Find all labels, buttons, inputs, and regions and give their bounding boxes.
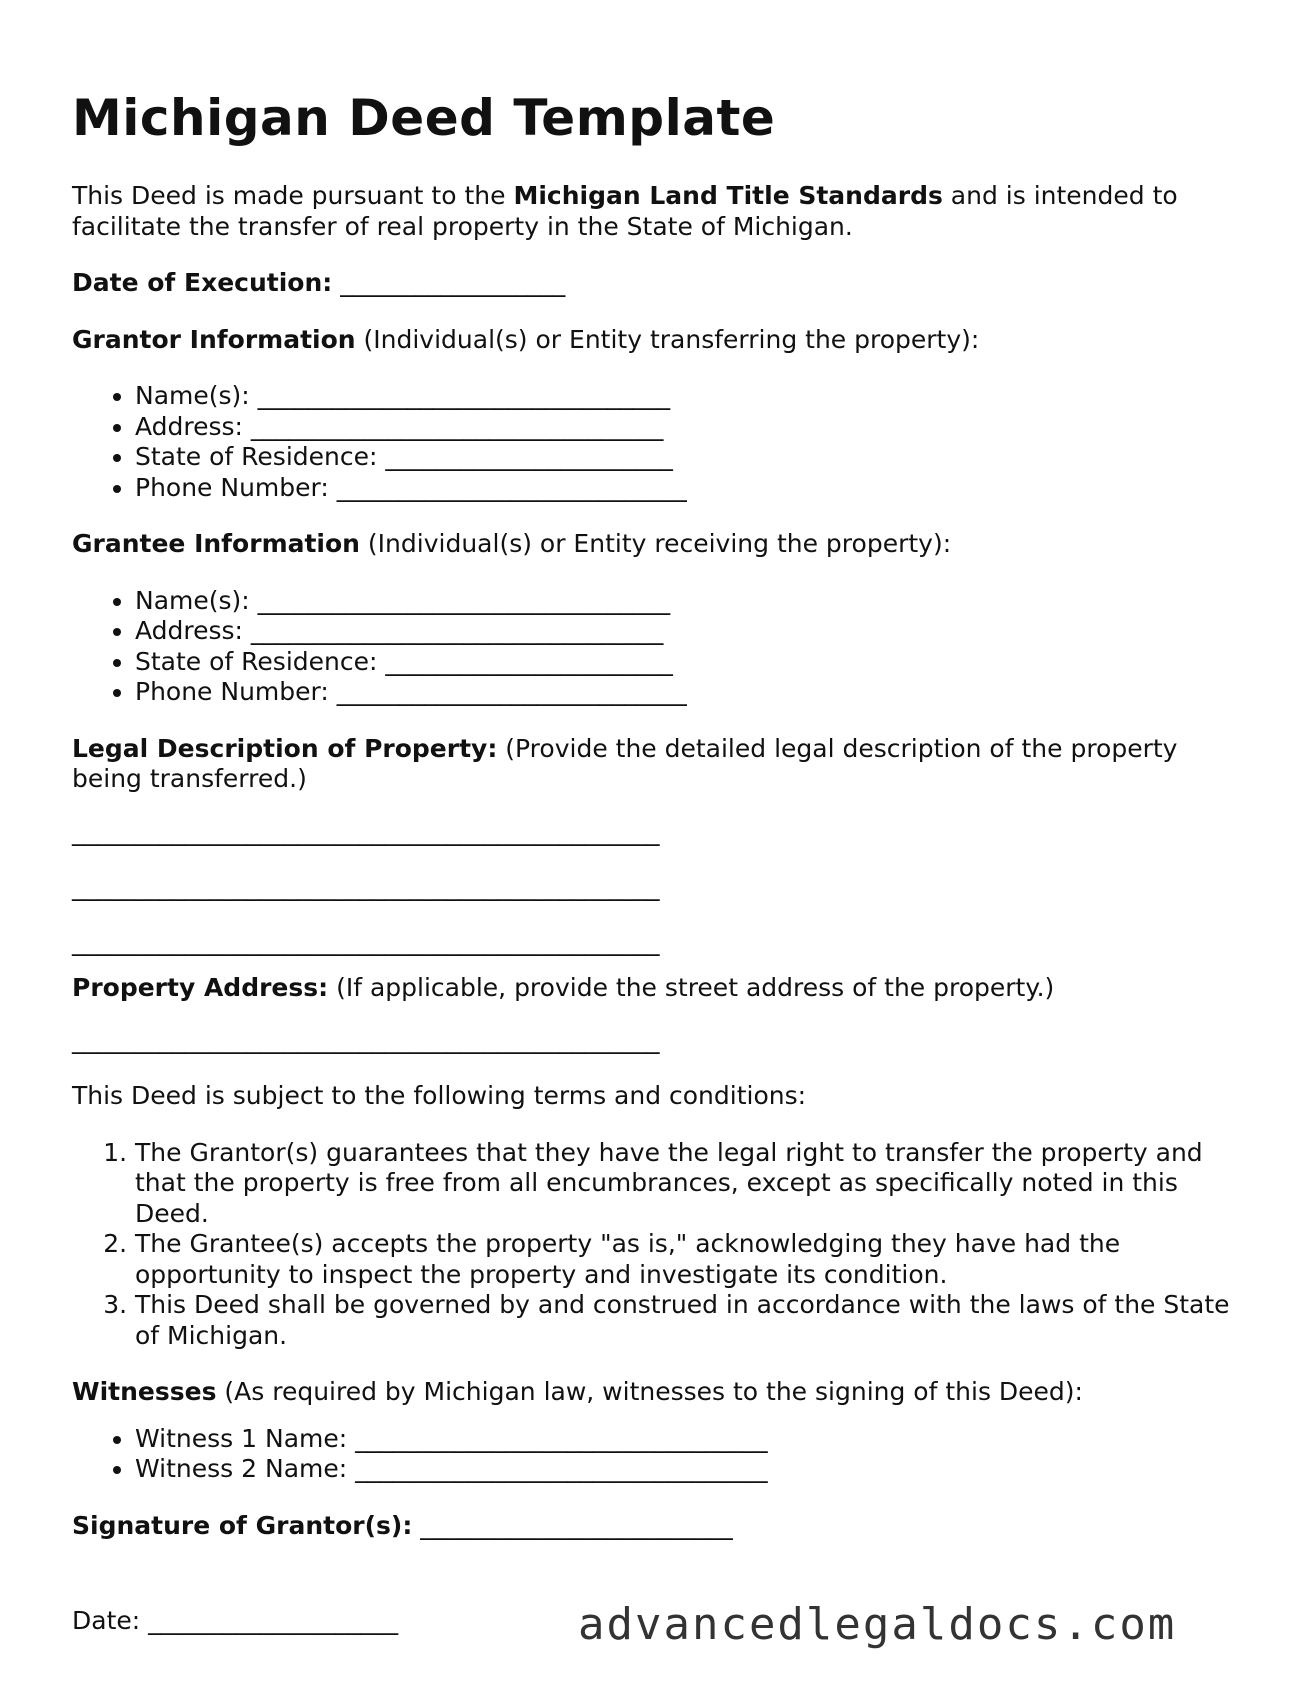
legal-description-heading (72, 734, 1242, 795)
intro-text-after: and is intended to facilitate the transfer of real property in the State of Michigan. (72, 181, 1178, 241)
page-title: Michigan Deed Template (72, 89, 776, 147)
signature-label: Signature of Grantor(s): (72, 1510, 413, 1540)
grantor-heading-note: (Individual(s) or Entity transferring the property): (355, 324, 980, 354)
grantor-heading (72, 325, 1242, 356)
legal-description-label: Legal Description of Property: (72, 733, 498, 763)
witnesses-fields-list (72, 1424, 1242, 1485)
date-blank[interactable]: ____________________ (148, 1606, 399, 1635)
grantor-name-field[interactable]: • Name(s): _________________________________ (135, 381, 1242, 412)
legal-description-note: (Provide the detailed legal description of the property being transferred.) (72, 733, 1178, 793)
date-of-execution-label: Date of Execution: (72, 268, 333, 297)
legal-description-line[interactable]: _______________________________________________ (72, 816, 660, 846)
intro-bold-standards: Michigan Land Title Standards (513, 181, 943, 210)
grantee-fields-list (72, 586, 1242, 708)
grantor-heading-label: Grantor Information (72, 324, 356, 354)
grantee-heading-label: Grantee Information (72, 529, 360, 558)
grantee-heading (72, 529, 1242, 560)
property-address-line[interactable]: _______________________________________________ (72, 1025, 660, 1054)
date-label: Date: (72, 1606, 149, 1635)
date-of-execution (72, 268, 1242, 299)
term-item: 1. The Grantor(s) guarantees that they have the legal right to transfer the property and that the property is free from all encumbrances, except as specifically noted in this Deed. (135, 1138, 1242, 1230)
grantee-name-field[interactable]: • Name(s): _________________________________ (135, 586, 1242, 617)
grantor-address-field[interactable]: • Address: _________________________________ (135, 412, 1242, 443)
date-of-execution-blank[interactable]: __________________ (332, 268, 566, 297)
legal-description-line[interactable]: _______________________________________________ (72, 926, 660, 956)
grantee-phone-field[interactable]: • Phone Number: ____________________________ (135, 677, 1242, 708)
date-field (72, 1606, 398, 1637)
witnesses-heading-label: Witnesses (72, 1377, 217, 1406)
grantor-state-field[interactable]: • State of Residence: _______________________ (135, 442, 1242, 473)
signature-of-grantor (72, 1511, 1242, 1542)
property-address-label: Property Address: (72, 972, 329, 1002)
witnesses-heading (72, 1377, 1242, 1408)
grantee-address-field[interactable]: • Address: _________________________________ (135, 616, 1242, 647)
grantee-heading-note: (Individual(s) or Entity receiving the property): (359, 529, 952, 558)
watermark-text: advancedlegaldocs.com (578, 1599, 1177, 1650)
witness-1-name-field[interactable]: • Witness 1 Name: _________________________________ (135, 1424, 1242, 1455)
property-address-heading (72, 973, 1242, 1004)
signature-blank[interactable]: _________________________ (412, 1510, 733, 1540)
grantee-state-field[interactable]: • State of Residence: _______________________ (135, 647, 1242, 678)
grantor-phone-field[interactable]: • Phone Number: ____________________________ (135, 473, 1242, 504)
deed-document (72, 88, 1242, 1567)
property-address-note: (If applicable, provide the street address of the property.) (328, 972, 1055, 1002)
term-item: 3. This Deed shall be governed by and construed in accordance with the laws of the State of Michigan. (135, 1290, 1242, 1351)
term-item: 2. The Grantee(s) accepts the property "as is," acknowledging they have had the opportunity to inspect the property and investigate its condition. (135, 1229, 1242, 1290)
terms-intro: This Deed is subject to the following terms and conditions: (72, 1081, 807, 1110)
intro-text-before: This Deed is made pursuant to the (72, 181, 514, 210)
grantor-fields-list (72, 381, 1242, 503)
terms-list (72, 1138, 1242, 1352)
witnesses-heading-note: (As required by Michigan law, witnesses to the signing of this Deed): (216, 1377, 1083, 1406)
intro-paragraph (72, 181, 1242, 242)
witness-2-name-field[interactable]: • Witness 2 Name: _________________________________ (135, 1454, 1242, 1485)
legal-description-line[interactable]: _______________________________________________ (72, 871, 660, 901)
